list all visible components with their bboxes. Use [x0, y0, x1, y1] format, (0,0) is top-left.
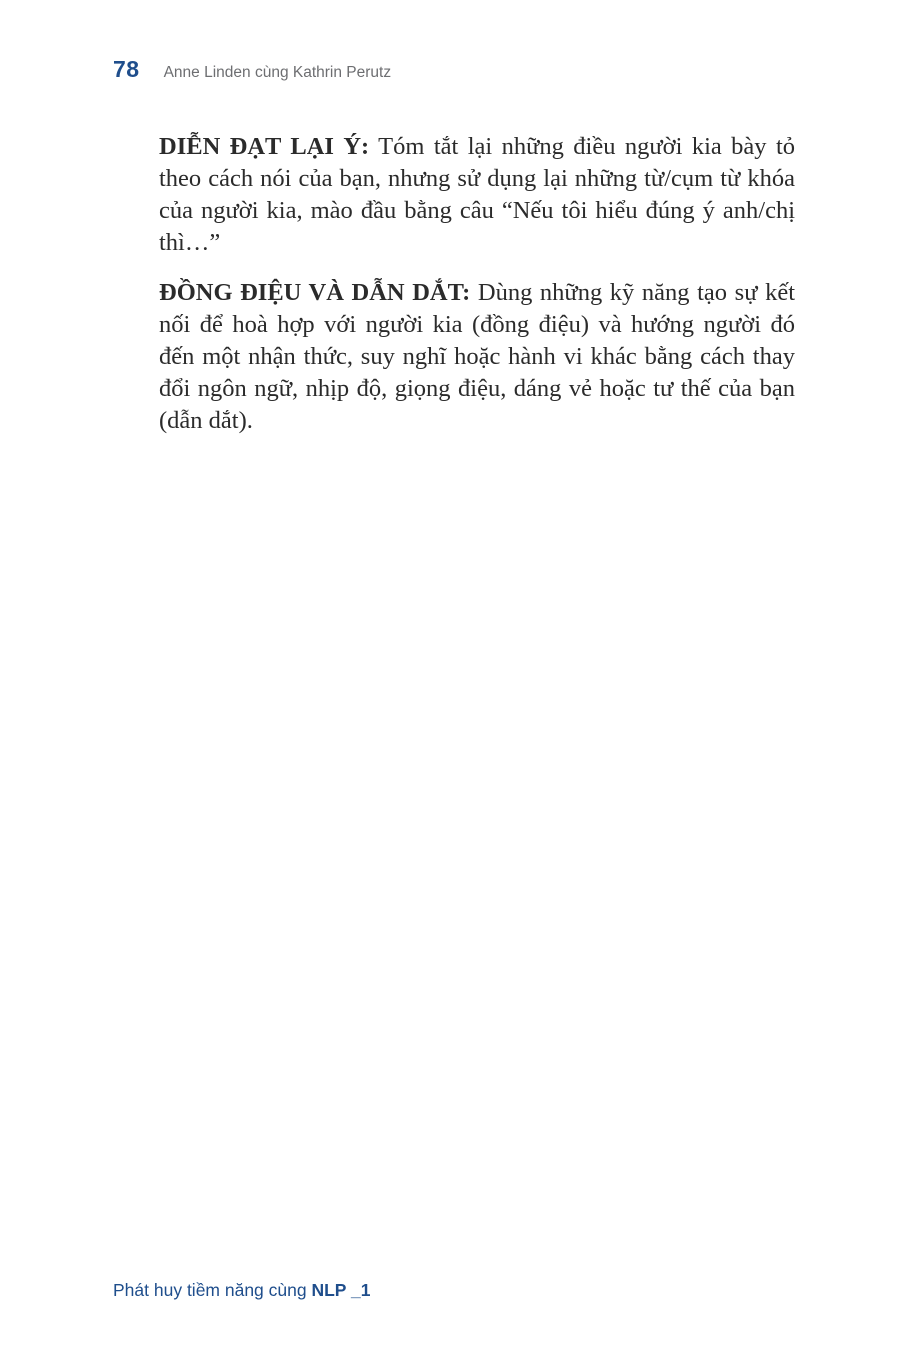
glossary-definition: Tóm tắt lại những điều người kia bày tỏ theo cách nói của bạn, nhưng sử dụng lại những từ/cụm từ khóa của người kia, mào đầu bằng câu “Nếu tôi hiểu đúng ý anh/chị thì…” — [159, 133, 795, 256]
glossary-body — [159, 131, 795, 455]
running-head-authors: Anne Linden cùng Kathrin Perutz — [163, 64, 392, 81]
glossary-term: DIỄN ĐẠT LẠI Ý: — [159, 133, 370, 160]
series-title: Phát huy tiềm năng cùng — [113, 1280, 312, 1300]
series-title-bold: NLP _1 — [311, 1280, 371, 1300]
glossary-term: ĐỒNG ĐIỆU VÀ DẪN DẮT: — [159, 279, 471, 306]
page-number: 78 — [113, 56, 140, 82]
page-header — [113, 56, 391, 83]
glossary-entry-pacing-leading — [159, 277, 795, 437]
page-footer — [113, 1280, 370, 1301]
glossary-definition: Dùng những kỹ năng tạo sự kết nối để hoà hợp với người kia (đồng điệu) và hướng người đó đến một nhận thức, suy nghĩ hoặc hành vi khác bằng cách thay đổi ngôn ngữ, nhịp độ, giọng điệu, dáng vẻ hoặc tư thế của bạn (dẫn dắt). — [159, 279, 796, 434]
glossary-entry-paraphrasing — [159, 131, 795, 259]
